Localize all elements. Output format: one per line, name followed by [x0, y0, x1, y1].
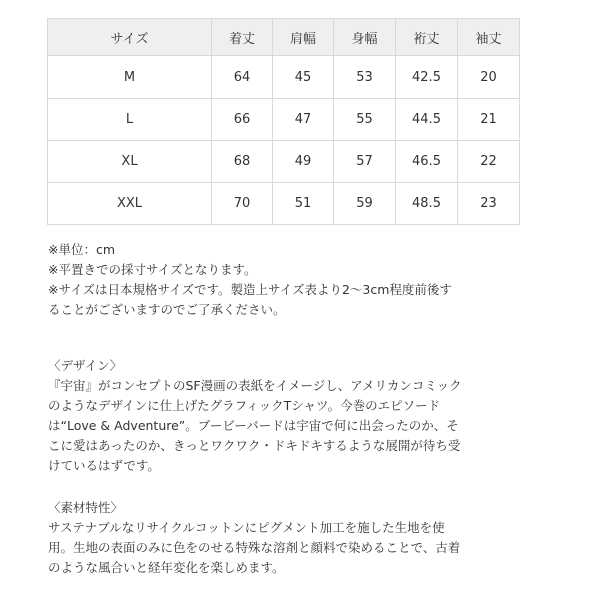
material-line: のような風合いと経年変化を楽しめます。 — [48, 560, 285, 575]
header-shoulder: 肩幅 — [273, 19, 334, 56]
table-cell: 48.5 — [396, 183, 458, 225]
table-cell: 23 — [458, 183, 520, 225]
table-cell: 57 — [334, 141, 396, 183]
design-section — [48, 356, 548, 476]
design-line: けているはずです。 — [48, 458, 160, 473]
table-cell: 47 — [273, 99, 334, 141]
table-cell-size: M — [48, 56, 212, 99]
material-heading: 〈素材特性〉 — [48, 500, 124, 515]
note-size-standard: ※サイズは日本規格サイズです。製造上サイズ表より2〜3cm程度前後す — [48, 282, 452, 297]
material-line: 用。生地の表面のみに色をのせる特殊な溶剤と顔料で染めることで、古着 — [48, 540, 461, 555]
table-cell: 46.5 — [396, 141, 458, 183]
design-line: は“Love & Adventure”。ブービーバードは宇宙で何に出会ったのか、そ — [48, 418, 459, 433]
table-cell: 55 — [334, 99, 396, 141]
header-sleeve-total: 裄丈 — [396, 19, 458, 56]
table-row — [48, 99, 520, 141]
table-cell: 59 — [334, 183, 396, 225]
table-cell: 22 — [458, 141, 520, 183]
table-cell: 64 — [212, 56, 273, 99]
table-cell-size: XXL — [48, 183, 212, 225]
material-description — [48, 518, 548, 578]
table-cell-size: XL — [48, 141, 212, 183]
header-length: 着丈 — [212, 19, 273, 56]
material-section — [48, 498, 548, 578]
design-description — [48, 376, 548, 476]
table-cell: 42.5 — [396, 56, 458, 99]
table-cell: 53 — [334, 56, 396, 99]
design-line: 『宇宙』がコンセプトのSF漫画の表紙をイメージし、アメリカンコミック — [48, 378, 462, 393]
table-row — [48, 141, 520, 183]
note-size-standard-cont: ることがございますのでご了承ください。 — [48, 302, 286, 317]
design-line: のようなデザインに仕上げたグラフィックTシャツ。今巻のエピソード — [48, 398, 441, 413]
header-sleeve: 袖丈 — [458, 19, 520, 56]
table-cell: 51 — [273, 183, 334, 225]
table-cell: 45 — [273, 56, 334, 99]
table-row — [48, 56, 520, 99]
size-table-header-row — [48, 19, 520, 56]
table-cell: 70 — [212, 183, 273, 225]
material-line: サステナブルなリサイクルコットンにピグメント加工を施した生地を使 — [48, 520, 445, 535]
design-line: こに愛はあったのか、きっとワクワク・ドキドキするような展開が待ち受 — [48, 438, 461, 453]
table-cell: 44.5 — [396, 99, 458, 141]
size-notes — [48, 240, 548, 320]
table-cell: 20 — [458, 56, 520, 99]
table-cell-size: L — [48, 99, 212, 141]
header-size: サイズ — [48, 19, 212, 56]
table-cell: 68 — [212, 141, 273, 183]
table-cell: 66 — [212, 99, 273, 141]
header-chest: 身幅 — [334, 19, 396, 56]
design-heading: 〈デザイン〉 — [48, 358, 123, 373]
table-cell: 49 — [273, 141, 334, 183]
note-unit: ※単位：cm — [48, 242, 116, 257]
note-measurement: ※平置きでの採寸サイズとなります。 — [48, 262, 257, 277]
table-cell: 21 — [458, 99, 520, 141]
table-row — [48, 183, 520, 225]
size-table — [47, 18, 520, 225]
